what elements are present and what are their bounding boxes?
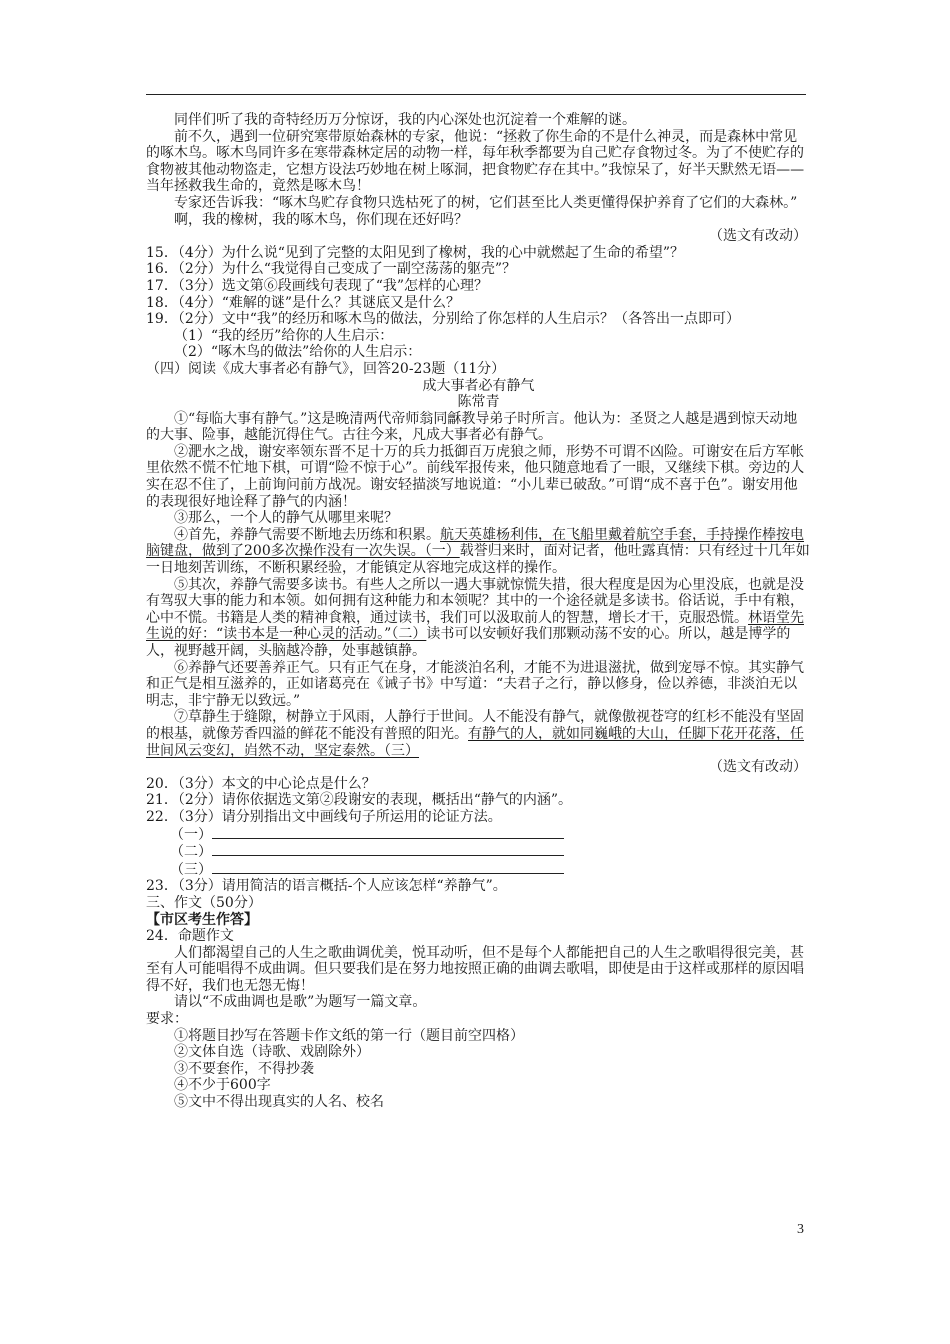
answer-line-2: （二） [146, 843, 811, 861]
answer-blank[interactable] [212, 861, 564, 874]
writing-prompt: 人们都渴望自己的人生之歌曲调优美，悦耳动听，但不是每个人都能把自己的人生之歌唱得很完美，甚至有人可能唱得不成曲调。但只要我们是在努力地按照正确的曲调去歌唱，即使是由于这样或那样的原因唱得不好，我们也无怨无悔！ [146, 944, 804, 994]
city-candidate-label: 【市区考生作答】 [146, 911, 258, 928]
answer-line-3: （三） [146, 861, 811, 879]
underlined-sentence-2: 林语堂先生说的好：“读书本是一种心灵的活动。”（二） [146, 609, 804, 643]
question-20: 20．（3分）本文的中心论点是什么？ [146, 775, 376, 792]
question-18: 18．（4分）“难解的谜”是什么？其谜底又是什么？ [146, 294, 461, 311]
essay-title: 成大事者必有静气 [422, 377, 535, 394]
essay-paragraph-7: ⑦草静生于缝隙，树静立于风雨，人静行于世间。人不能没有静气，就像傲视苍穹的红杉不能没有坚固的根基，就像芳香四溢的鲜花不能没有普照的阳光。有静气的人，就如同巍峨的大山，任脚下花开花落，任世间风云变幻，岿然不动，坚定泰然。（三） [146, 709, 804, 759]
essay-paragraph-6: ⑥养静气还要善养正气。只有正气在身，才能淡泊名利，才能不为进退滋扰，做到宠辱不惊。其实静气和正气是相互滋养的，正如诸葛亮在《诫子书》中写道：“夫君子之行，静以修身，俭以养德，非淡泊无以明志，非宁静无以致远。” [146, 659, 804, 709]
requirement-item: ①将题目抄写在答题卡作文纸的第一行（题目前空四格） [174, 1027, 524, 1044]
essay-paragraph-5: ⑤其次，养静气需要多读书。有些人之所以一遇大事就惊慌失措，很大程度是因为心里没底，也就是没有驾驭大事的能力和本领。如何拥有这种能力和本领呢？其中的一个途径就是多读书。俗话说，手中有粮，心中不慌。书籍是人类的精神食粮，通过读书，我们可以汲取前人的智慧，增长才干，克服恐慌。林语堂先生说的好：“读书本是一种心灵的活动。”（二）读书可以安顿好我们那颗动荡不安的心。所以，越是博学的人，视野越开阔，头脑越冷静，处事越镇静。 [146, 576, 804, 659]
essay-paragraph-3: ③那么，一个人的静气从哪里来呢？ [174, 510, 398, 527]
question-19: 19．（2分）文中“我”的经历和啄木鸟的做法，分别给了你怎样的人生启示？（各答出一点即可） [146, 311, 741, 328]
section-4-heading: （四）阅读《成大事者必有静气》，回答20-23题（11分） [146, 360, 506, 377]
underlined-sentence-3: 有静气的人，就如同巍峨的大山，任脚下花开花落，任世间风云变幻，岿然不动，坚定泰然。（三） [146, 725, 804, 759]
reading-paragraph: 前不久，遇到一位研究寒带原始森林的专家，他说：“拯救了你生命的不是什么神灵，而是森林中常见的啄木鸟。啄木鸟同许多在寒带森林定居的动物一样，每年秋季都要为自己贮存食物过冬。为了不使贮存的食物被其他动物盗走，它想方设法巧妙地在树上啄洞，把食物贮存在其中。”我惊呆了，好半天默然无语——当年拯救我生命的，竟然是啄木鸟！ [146, 128, 805, 195]
question-22: 22．（3分）请分别指出文中画线句子所运用的论证方法。 [146, 808, 502, 825]
reading-paragraph: 啊，我的橡树，我的啄木鸟，你们现在还好吗？ [174, 211, 468, 228]
underlined-sentence-1: 航天英雄杨利伟，在飞船里戴着航空手套，手持操作棒按电脑键盘，做到了200多次操作没有一次失误。（一） [146, 526, 804, 560]
requirement-item: ③不要套作，不得抄袭 [174, 1060, 314, 1077]
source-note: （选文有改动） [709, 228, 807, 245]
reading-paragraph: 同伴们听了我的奇特经历万分惊讶，我的内心深处也沉淀着一个难解的谜。 [174, 112, 636, 128]
reading-paragraph: 专家还告诉我：“啄木鸟贮存食物只选枯死了的树，它们甚至比人类更懂得保护养育了它们的大森林。” [174, 194, 798, 211]
question-19-part-1: （1）“我的经历”给你的人生启示： [174, 327, 394, 344]
question-19-part-2: （2）“啄木鸟的做法”给你的人生启示： [174, 344, 422, 361]
essay-paragraph-2: ②淝水之战，谢安率领东晋不足十万的兵力抵御百万虎狼之师，形势不可谓不凶险。可谢安在后方军帐里依然不慌不忙地下棋，可谓“险不惊于心”。前线军报传来，他只随意地看了一眼，又继续下棋。旁边的人实在忍不住了，上前询问前方战况。谢安轻描淡写地说道：“小儿辈已破敌。”可谓“成不喜于色”。谢安用他的表现很好地诠释了静气的内涵！ [146, 443, 805, 510]
requirement-item: ④不少于600字 [174, 1077, 271, 1094]
page-number: 3 [797, 1222, 804, 1237]
essay-paragraph-4: ④首先，养静气需要不断地去历练和积累。航天英雄杨利伟，在飞船里戴着航空手套，手持操作棒按电脑键盘，做到了200多次操作没有一次失误。（一）载誉归来时，面对记者，他吐露真情：只有经过十几年如一日地刻苦训练，不断积累经验，才能镇定从容地完成这样的操作。 [146, 526, 810, 577]
essay-paragraph-1: ①“每临大事有静气。”这是晚清两代帝师翁同龢教导弟子时所言。他认为：圣贤之人越是遇到惊天动地的大事、险事，越能沉得住气。古往今来，凡成大事者必有静气。 [146, 410, 798, 444]
question-16: 16．（2分）为什么“我觉得自己变成了一副空荡荡的躯壳”？ [146, 261, 517, 278]
question-15: 15．（4分）为什么说“见到了完整的太阳见到了橡树，我的心中就燃起了生命的希望”？ [146, 244, 685, 261]
essay-author: 陈常青 [457, 394, 500, 411]
question-17: 17．（3分）选文第⑥段画线句表现了“我”怎样的心理？ [146, 277, 489, 294]
question-24: 24．命题作文 [146, 928, 234, 945]
header-rule [146, 94, 806, 95]
answer-blank[interactable] [212, 826, 564, 839]
question-21: 21．（2分）请你依据选文第②段谢安的表现，概括出“静气的内涵”。 [146, 792, 573, 809]
requirement-item: ⑤文中不得出现真实的人名、校名 [174, 1094, 384, 1111]
answer-blank[interactable] [212, 843, 564, 856]
answer-line-1: （一） [146, 826, 811, 844]
writing-instruction: 请以“不成曲调也是歌”为题写一篇文章。 [174, 994, 427, 1011]
question-23: 23．（3分）请用简洁的语言概括-个人应该怎样“养静气”。 [146, 878, 507, 895]
requirements-label: 要求： [146, 1011, 188, 1028]
section-3-heading: 三、作文（50分） [146, 894, 262, 911]
document-body [146, 112, 811, 1111]
requirement-item: ②文体自选（诗歌、戏剧除外） [174, 1044, 370, 1061]
source-note: （选文有改动） [709, 759, 807, 776]
